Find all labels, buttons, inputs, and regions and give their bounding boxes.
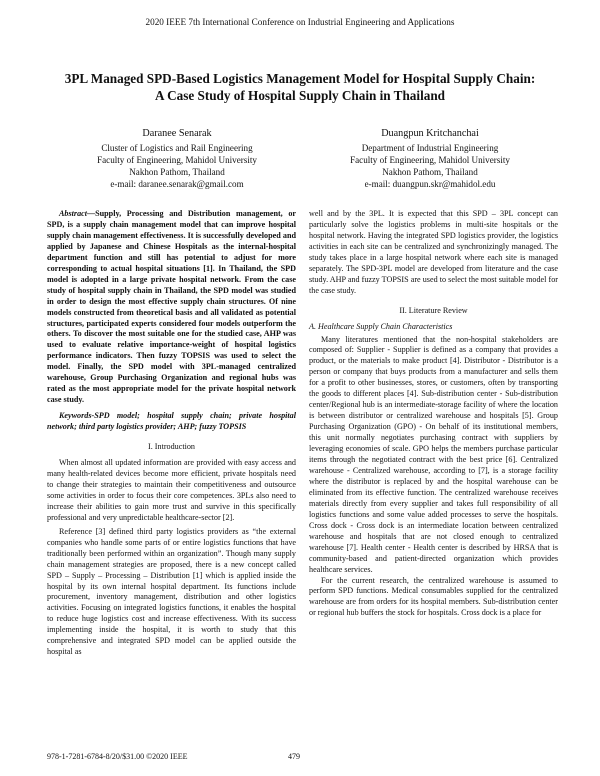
literature-paragraph-1: Many literatures mentioned that the non-hospital stakeholders are composed of: Supplier - Supplier is defined as a company that provides a product, or the materials to make product [4]. Distributor - Distributor is a person or company that buys products from a manufacturer and sells them for a profit to other businesses, stores, or customers, often by transporting the goods to different places [4]. Sub-distribution center - Sub-distribution center/Regional hub is an intermediate-storage facility of where the location is between distributor or centralized warehouse and hospitals [5]. Group Purchasing Organization (GPO) - On behalf of its institutional members, this unit normally negotiates purchasing contract with suppliers by leveraging economies of scale. GPO helps the members purchase particular items through the negotiated contract with the best price [6]. Centralized warehouse - Centralized warehouse, according to [7], is a storage facility where the distributor is replaced by and the hospital warehouse can be eliminated from its effective function. The centralized warehouse receives materials directly from every supplier and takes full responsibility of all logistics functions and some value added processes to serve the hospitals. Cross dock - Cross dock is an intermediate location between centralized warehouse and hospitals that are not closed enough to centralized warehouse [7]. Health center - Health center is described by HRSA that is community-based and patient-directed organization which provides healthcare services. [309, 334, 558, 574]
abstract-label: Abstract [59, 209, 87, 218]
paper-title [30, 70, 570, 104]
intro-paragraph-2-continued: well and by the 3PL. It is expected that this SPD – 3PL concept can particularly solve the logistics problems in multi-site hospitals or the hospital network. Having the integrated SPD logistics provider, the logistics activities in each site can be centralized and synchronizingly managed. The study takes place in a large hospital network where each site is managed separately. The SPD-3PL model are developed from literature and the case study. AHP and fuzzy TOPSIS are used to select the most suitable model for the case study. [309, 209, 558, 295]
keywords [47, 411, 296, 433]
author-affiliation: Cluster of Logistics and Rail Engineering [101, 142, 253, 153]
author-block-1 [52, 128, 302, 191]
section-heading-literature-review: II. Literature Review [399, 305, 468, 315]
author-location: Nakhon Pathom, Thailand [382, 166, 478, 177]
right-column [309, 209, 558, 619]
author-email: e-mail: daranee.senarak@gmail.com [110, 178, 244, 189]
left-column [47, 209, 296, 658]
abstract [47, 209, 296, 406]
section-heading-introduction: I. Introduction [148, 442, 195, 452]
title-line-2: A Case Study of Hospital Supply Chain in Thailand [155, 88, 445, 103]
author-faculty: Faculty of Engineering, Mahidol University [350, 154, 510, 165]
intro-paragraph-1: When almost all updated information are provided with easy access and many health-related devices become more efficient, private hospitals need to change their strategies to maintain their competitiveness and outsource some activities in order to focus their core competences. 3PLs also need to increase their abilities to gain more trust and survive in this specifically professional and very unpredictable healthcare-sector [2]. [47, 458, 296, 522]
title-line-1: 3PL Managed SPD-Based Logistics Management Model for Hospital Supply Chain: [64, 71, 536, 86]
author-name: Duangpun Kritchanchai [381, 128, 479, 139]
author-name: Daranee Senarak [142, 128, 212, 139]
author-faculty: Faculty of Engineering, Mahidol University [97, 154, 257, 165]
literature-paragraph-2: For the current research, the centralized warehouse is assumed to perform SPD functions. Medical consumables supplied for the centralized warehouse are from orders for its hospital members. Sub-distribution center or regional hub buffers the stock for hospitals. Cross dock is a place for [309, 575, 558, 618]
author-email: e-mail: duangpun.skr@mahidol.edu [364, 178, 496, 189]
author-block-2 [305, 128, 555, 191]
footer-isbn: 978-1-7281-6784-8/20/$31.00 ©2020 IEEE [47, 752, 188, 761]
subsection-heading: A. Healthcare Supply Chain Characteristics [309, 321, 453, 331]
keywords-text: SPD model; hospital supply chain; private hospital network; third party logistics provider; AHP; fuzzy TOPSIS [47, 411, 296, 432]
keywords-label: Keywords- [59, 411, 95, 421]
author-location: Nakhon Pathom, Thailand [129, 166, 225, 177]
author-affiliation: Department of Industrial Engineering [361, 142, 499, 153]
intro-paragraph-2: Reference [3] defined third party logistics providers as “the external companies who handle some parts of or entire logistics functions that have traditionally been performed within an organization”. Though many supply chain management strategies are proposed, there is a new concept called SPD – Supply – Processing – Distribution [1] which is applied inside the hospital by its own internal hospital department. Its functions include procurement, inventory management, distribution and other logistics activities. Focusing on integrated logistics functions, it enables the hospital to reduce huge logistics cost and increase effectiveness. With its success implementing inside the hospital, it is worth to study that this comprehensive and integrated SPD model can be applied outside the hospital as [47, 526, 296, 657]
conference-header: 2020 IEEE 7th International Conference on Industrial Engineering and Applications [145, 17, 455, 27]
page-number: 479 [288, 752, 300, 761]
abstract-text: —Supply, Processing and Distribution management, or SPD, is a supply chain management model that can improve hospital supply chain management effectiveness. It is successfully developed and applied by Japanese and Chinese Hospitals as the internal-hospital department function and still has potential to adjust for more corresponding to actual hospital situations [1]. In Thailand, the SPD model is adopted in a large private hospital network. From the case study of hospital supply chain in Thailand, the SPD model was studied in order to design the most effective supply chain structures. Of nine models constructed from theoretical basis and all validated as potential structures, participated experts considered four models outperform the others. To discover the most suitable one for the studied case, AHP was used to evaluate relative importance-weight of hospital logistics performance indicators. Then fuzzy TOPSIS was used to select the model. Finally, the SPD model with 3PL-managed centralized warehouse, Group Purchasing Organization and regional hubs was rated as the most appropriate model for the private hospital network case study. [47, 209, 296, 405]
